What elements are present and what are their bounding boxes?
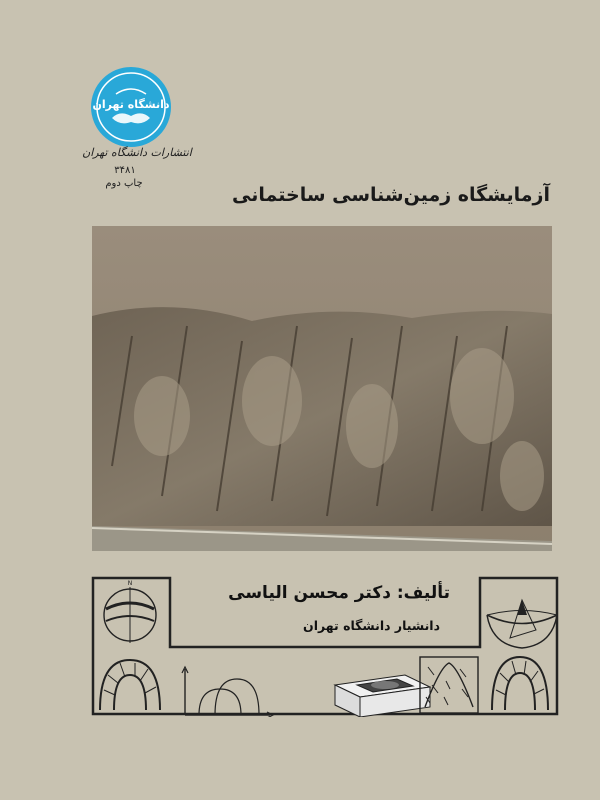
publication-number: ۳۴۸۱: [114, 165, 136, 176]
publisher-name: انتشارات دانشگاه تهران: [82, 146, 192, 159]
svg-text:N: N: [127, 580, 133, 587]
logo-text: دانشگاه تهران: [92, 98, 170, 111]
axis-fold-graph-icon: [182, 667, 273, 717]
outcrop-photo: [92, 226, 552, 551]
arch-fold-right-icon: [492, 657, 548, 710]
author-line: [200, 583, 450, 603]
lab-apparatus-icon: [335, 675, 430, 717]
stereonet-icon: [104, 580, 156, 643]
book-title: آزمایشگاه زمین‌شناسی ساختمانی: [232, 184, 550, 206]
author-affiliation: دانشیار دانشگاه تهران: [303, 618, 440, 633]
author-label: تألیف:: [396, 583, 450, 603]
university-logo: [90, 66, 172, 148]
hemisphere-icon: [487, 600, 557, 648]
arch-fold-icon: [100, 660, 160, 710]
author-name: دکتر محسن الیاسی: [228, 583, 391, 603]
edition-label: چاپ دوم: [105, 178, 143, 189]
